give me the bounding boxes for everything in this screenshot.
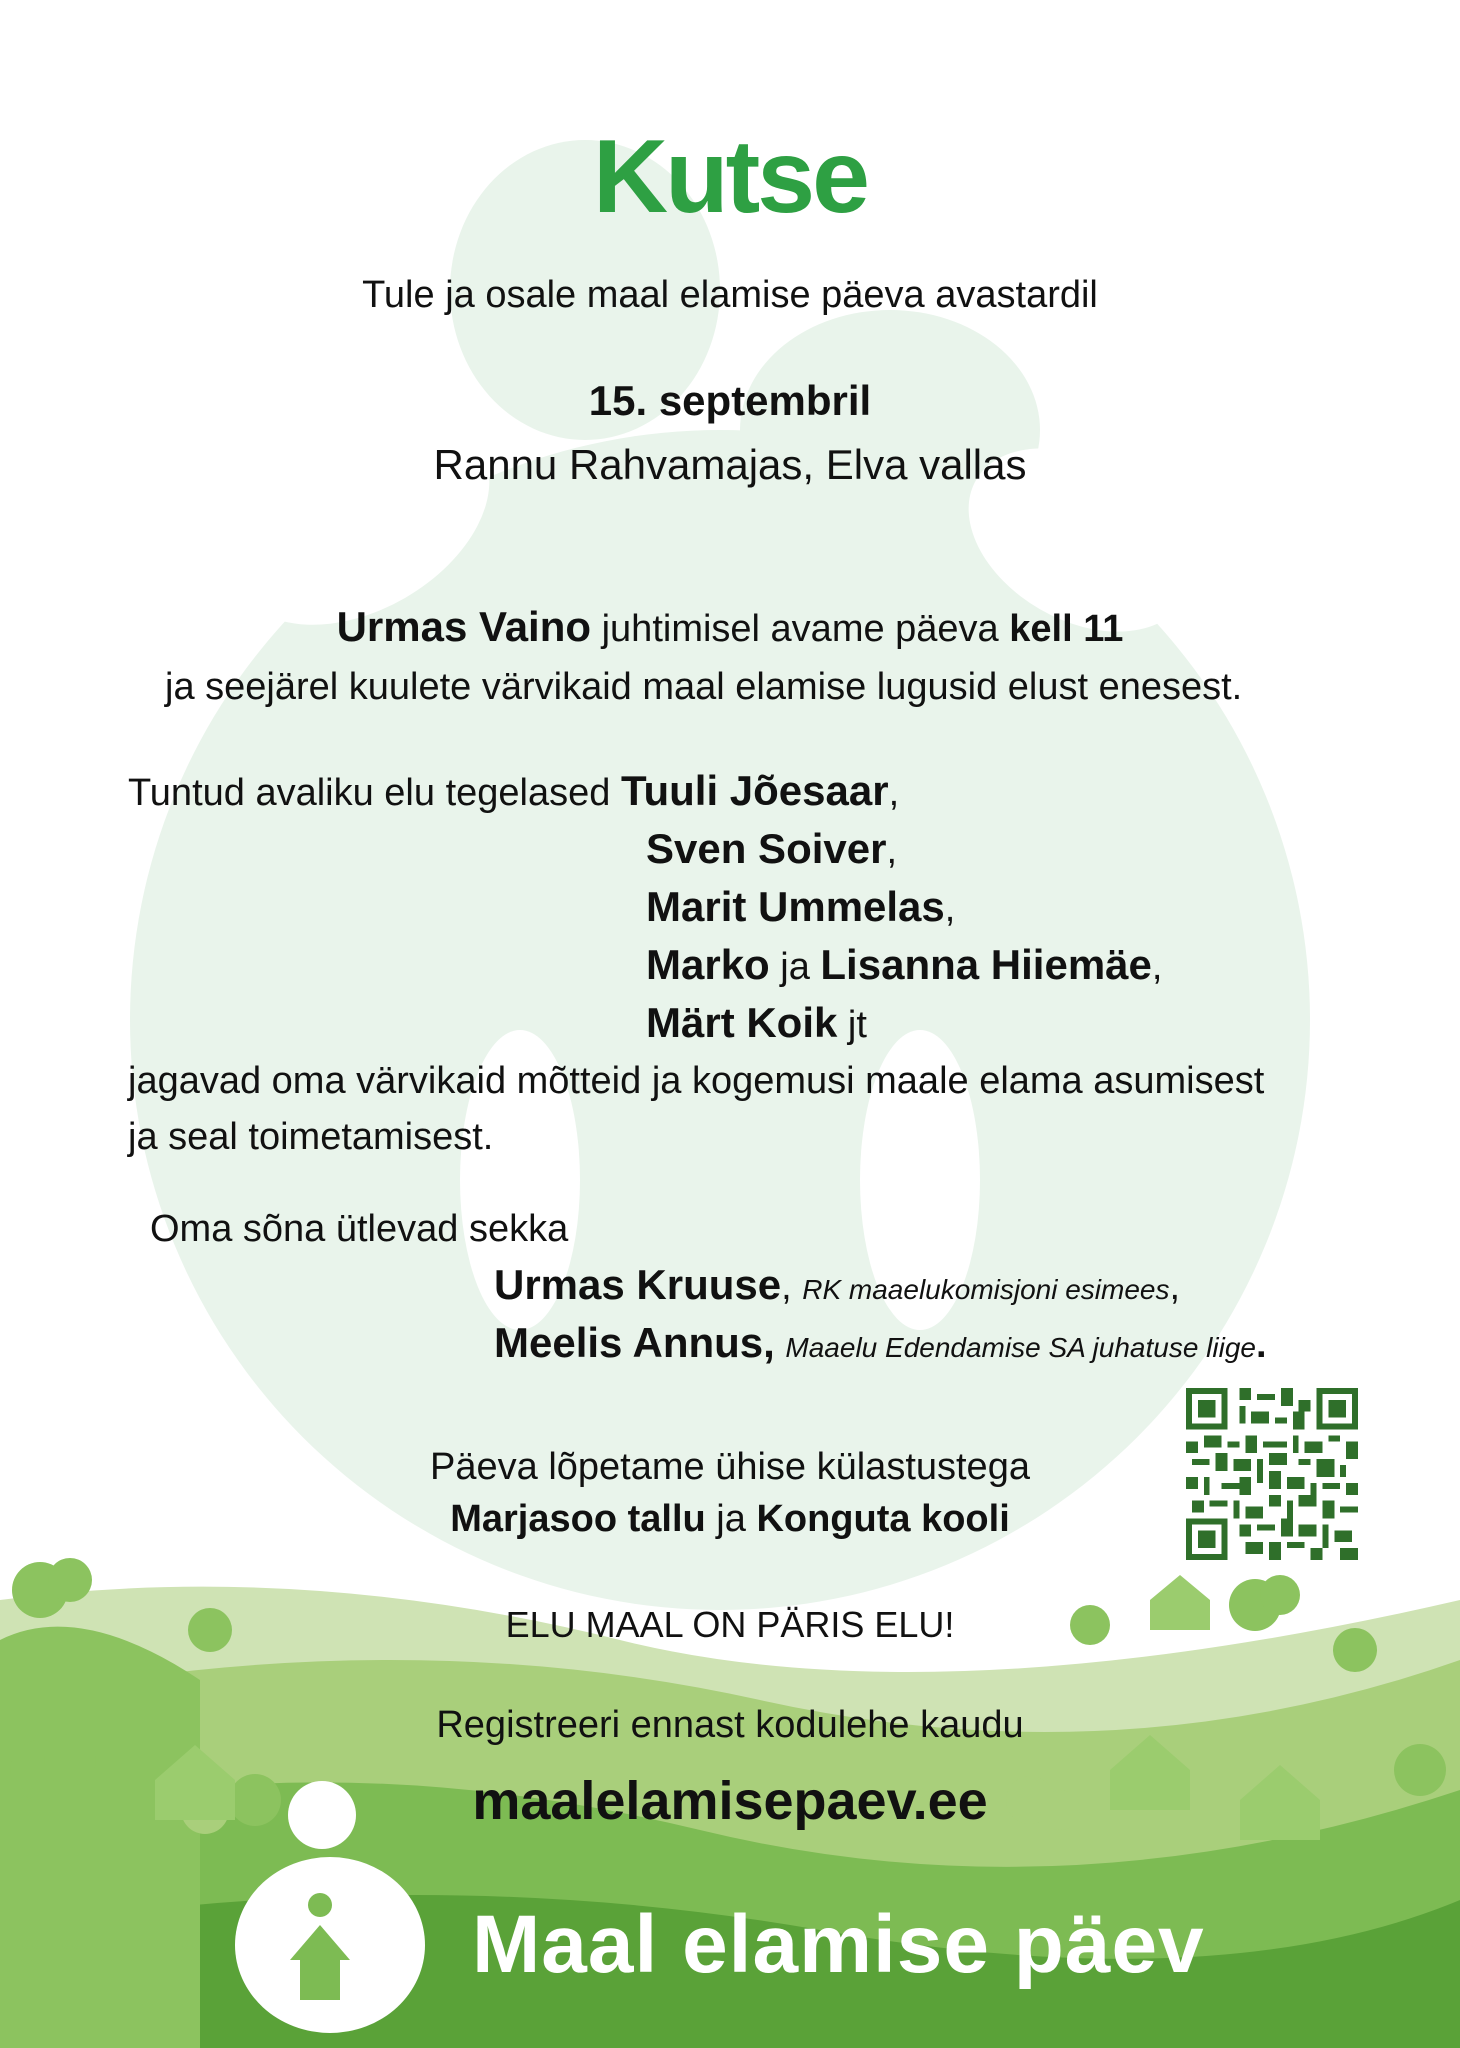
register-text: Registreeri ennast kodulehe kaudu xyxy=(436,1704,1024,1746)
speakers-lead: Tuntud avaliku elu tegelased xyxy=(128,772,621,814)
guest-role: Maaelu Edendamise SA juhatuse liige xyxy=(785,1332,1256,1363)
event-place: Rannu Rahvamajas, Elva vallas xyxy=(433,441,1027,488)
subtitle: Tule ja osale maal elamise päeva avastardil xyxy=(362,274,1098,316)
guest-line: Meelis Annus, Maaelu Edendamise SA juhatuse liige. xyxy=(494,1319,1267,1366)
guest-name: Urmas Kruuse xyxy=(494,1261,782,1308)
host-name: Urmas Vaino xyxy=(336,603,592,650)
closing-places: Marjasoo tallu ja Konguta kooli xyxy=(450,1498,1010,1540)
guests-lead: Oma sõna ütlevad sekka xyxy=(150,1208,569,1250)
speaker-line: Marko ja Lisanna Hiiemäe, xyxy=(646,941,1163,988)
visit-place: Marjasoo tallu xyxy=(450,1498,706,1540)
speaker-name: Lisanna Hiiemäe xyxy=(820,941,1152,988)
intro-line-1 xyxy=(0,604,1460,652)
watermark-figure xyxy=(130,140,1310,1610)
event-date: 15. septembril xyxy=(588,377,872,424)
website-link[interactable]: maalelamisepaev.ee xyxy=(472,1771,988,1831)
intro-line-2: ja seejärel kuulete värvikaid maal elamise lugusid elust enesest. xyxy=(165,666,1243,708)
speaker-line: Marit Ummelas, xyxy=(646,883,956,930)
speakers-desc-1: jagavad oma värvikaid mõtteid ja kogemusi maale elama asumisest xyxy=(128,1060,1265,1102)
speaker-name: Tuuli Jõesaar xyxy=(620,767,889,814)
speaker-name: Sven Soiver xyxy=(646,825,887,872)
speakers-lead-line: Tuntud avaliku elu tegelased Tuuli Jõesaar, xyxy=(128,767,900,814)
speaker-name: Marit Ummelas xyxy=(646,883,945,930)
guest-role: RK maaelukomisjoni esimees xyxy=(802,1274,1170,1305)
host-text: juhtimisel avame päeva xyxy=(591,608,1010,650)
start-time: kell 11 xyxy=(1009,608,1124,650)
brand-wordmark: Maal elamise päev xyxy=(472,1899,1205,1990)
speakers-desc-2: ja seal toimetamisest. xyxy=(128,1116,494,1158)
speaker-line: Sven Soiver, xyxy=(646,825,898,872)
guest-name: Meelis Annus, xyxy=(494,1319,775,1366)
closing-line: Päeva lõpetame ühise külastustega xyxy=(430,1446,1030,1488)
speaker-name: Marko xyxy=(646,941,770,988)
guest-line: Urmas Kruuse, RK maaelukomisjoni esimees, xyxy=(494,1261,1181,1308)
visit-place: Konguta kooli xyxy=(756,1498,1010,1540)
speaker-line: Märt Koik jt xyxy=(646,999,867,1046)
slogan: ELU MAAL ON PÄRIS ELU! xyxy=(505,1604,955,1645)
invitation-title: Kutse xyxy=(593,119,867,235)
speaker-name: Märt Koik xyxy=(646,999,838,1046)
